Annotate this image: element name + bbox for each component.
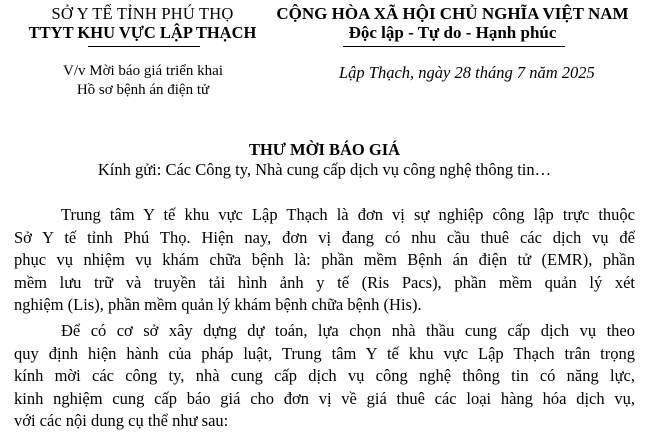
issuer-underline	[88, 46, 200, 47]
paragraph-line: Trung tâm Y tế khu vực Lập Thạch là đơn vị sự nghiệp công lập trực thuộc	[61, 205, 635, 224]
document-title: THƯ MỜI BÁO GIÁ	[248, 140, 401, 159]
paragraph-line: kinh nghiệm cung cấp báo giá cho đơn vị về giá thuê các loại hàng hóa dịch vụ,	[14, 388, 635, 408]
paragraph-line: Sở Y tế tỉnh Phú Thọ. Hiện nay, đơn vị đang có nhu cầu thuê các dịch vụ để	[14, 227, 635, 247]
document-subject	[0, 62, 286, 100]
subject-line-1: V/v Mời báo giá triển khai	[63, 63, 223, 79]
paragraph-line: quy định hiện hành của pháp luật, Trung tâm Y tế khu vực Lập Thạch trân trọng	[14, 343, 635, 363]
body-paragraph-2	[14, 320, 635, 433]
paragraph-line: Để có cơ sở xây dựng dự toán, lựa chọn nhà thầu cung cấp dịch vụ theo	[61, 321, 635, 340]
issuer-parent-agency: SỞ Y TẾ TỈNH PHÚ THỌ	[51, 4, 234, 23]
paragraph-line: kính mời các công ty, nhà cung cấp dịch vụ công nghệ thông tin có năng lực,	[14, 366, 635, 385]
national-motto: Độc lập - Tự do - Hạnh phúc	[348, 23, 557, 42]
body-paragraph-1	[14, 204, 635, 317]
place-date-line: Lập Thạch, ngày 28 tháng 7 năm 2025	[339, 63, 595, 82]
recipient-greeting: Kính gửi: Các Công ty, Nhà cung cấp dịch vụ công nghệ thông tin…	[97, 160, 552, 179]
subject-line-2: Hồ sơ bệnh án điện tử	[76, 82, 210, 98]
national-title: CỘNG HÒA XÃ HỘI CHỦ NGHĨA VIỆT NAM	[276, 4, 629, 23]
issuer-unit: TTYT KHU VỰC LẬP THẠCH	[28, 23, 257, 42]
paragraph-line: phục vụ nhiệm vụ khám chữa bệnh là: phần mềm Bệnh án điện tử (EMR), phần	[14, 250, 635, 269]
paragraph-line: với các nội dung cụ thể như sau:	[14, 411, 229, 430]
paragraph-line: mềm lưu trữ và truyền tải hình ảnh y tế (Ris Pacs), phần mềm quản lý xét	[14, 272, 635, 292]
motto-underline	[343, 46, 565, 47]
paragraph-line: nghiệm (Lis), phần mềm quản lý khám bệnh chữa bệnh (His).	[14, 295, 422, 314]
